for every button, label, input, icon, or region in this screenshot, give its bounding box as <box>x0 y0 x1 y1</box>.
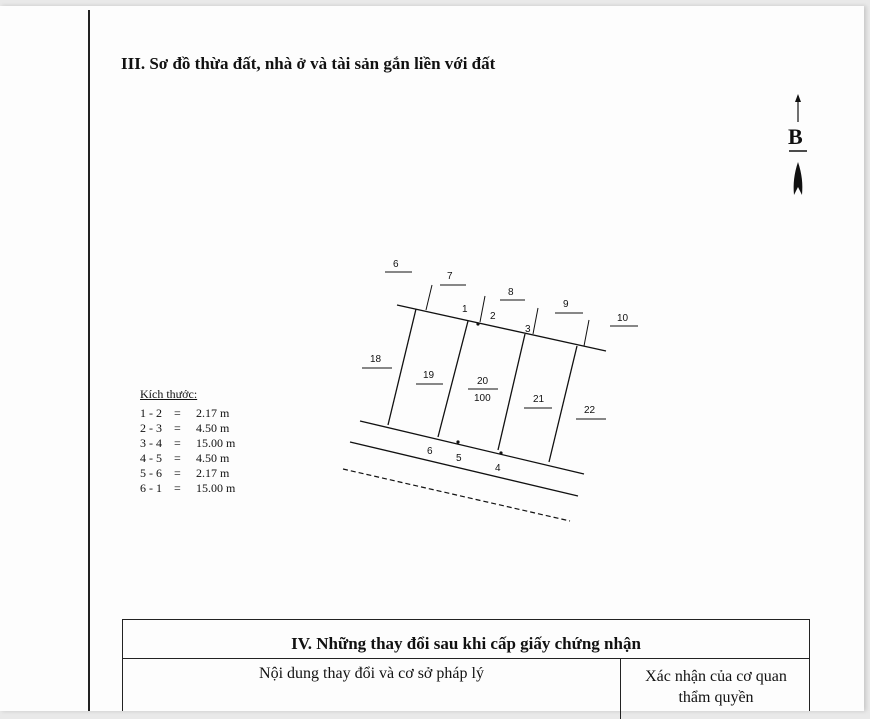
dimension-equals: = <box>174 481 181 495</box>
dimension-value: 15.00 m <box>196 481 236 495</box>
dimension-segment: 3 - 4 <box>140 436 162 450</box>
authority-header-line1: Xác nhận của cơ quan <box>645 668 787 685</box>
neighbor-label: 9 <box>563 299 569 310</box>
dimension-equals: = <box>174 436 181 450</box>
parcel-side-line <box>388 309 416 425</box>
top-boundary-line <box>397 305 606 351</box>
tick-line <box>533 308 538 334</box>
road-dashed-line <box>343 469 570 521</box>
dimension-row <box>140 481 256 496</box>
dimension-row <box>140 421 256 436</box>
dimension-value: 4.50 m <box>196 421 230 435</box>
parcel-side-line <box>438 321 468 437</box>
dimension-segment: 1 - 2 <box>140 406 162 420</box>
dimension-segment: 2 - 3 <box>140 421 162 435</box>
dimension-equals: = <box>174 421 181 435</box>
dimension-segment: 6 - 1 <box>140 481 162 495</box>
dimensions-block <box>140 387 256 496</box>
parcel-area: 100 <box>474 393 491 404</box>
vertex-label: 2 <box>490 311 496 322</box>
vertex-label: 3 <box>525 324 531 335</box>
north-label: B <box>788 124 803 149</box>
dimension-segment: 5 - 6 <box>140 466 162 480</box>
dimension-row <box>140 451 256 466</box>
dimension-row <box>140 466 256 481</box>
dimension-row <box>140 436 256 451</box>
dimension-equals: = <box>174 406 181 420</box>
vertex-dot <box>499 451 502 454</box>
vertex-dot <box>476 322 479 325</box>
section-heading: III. Sơ đồ thừa đất, nhà ở và tài sản gắn liền với đất <box>121 54 496 73</box>
authority-confirmation-header <box>622 659 810 708</box>
vertex-label: 6 <box>427 446 433 457</box>
vertex-label: 1 <box>462 304 468 315</box>
dimension-equals: = <box>174 451 181 465</box>
changes-table <box>122 619 810 711</box>
tick-line <box>426 285 432 310</box>
parcel-side-line <box>549 346 577 462</box>
neighbor-label: 19 <box>423 370 435 381</box>
road-line-1 <box>360 421 584 474</box>
neighbor-label: 6 <box>393 259 399 270</box>
neighbor-label: 21 <box>533 394 545 405</box>
tick-line <box>480 296 485 322</box>
dimension-value: 2.17 m <box>196 466 230 480</box>
parcel-side-line <box>498 334 525 450</box>
dimension-equals: = <box>174 466 181 480</box>
neighbor-label: 18 <box>370 354 382 365</box>
vertex-dot <box>456 440 459 443</box>
authority-header-line2: thẩm quyền <box>678 689 754 706</box>
dimension-value: 4.50 m <box>196 451 230 465</box>
changes-content-header: Nội dung thay đổi và cơ sở pháp lý <box>123 659 621 719</box>
road-line-2 <box>350 442 578 496</box>
tick-line <box>584 320 589 346</box>
changes-table-title: IV. Những thay đổi sau khi cấp giấy chứng nhận <box>123 620 809 659</box>
neighbor-label: 10 <box>617 313 629 324</box>
vertex-label: 4 <box>495 463 501 474</box>
dimension-segment: 4 - 5 <box>140 451 162 465</box>
dimension-value: 15.00 m <box>196 436 236 450</box>
neighbor-label: 22 <box>584 405 596 416</box>
neighbor-label: 8 <box>508 287 514 298</box>
dimensions-title: Kích thước: <box>140 387 198 401</box>
parcel-number: 20 <box>477 376 489 387</box>
neighbor-label: 7 <box>447 271 453 282</box>
vertex-label: 5 <box>456 453 462 464</box>
dimension-value: 2.17 m <box>196 406 230 420</box>
dimension-row <box>140 406 256 421</box>
